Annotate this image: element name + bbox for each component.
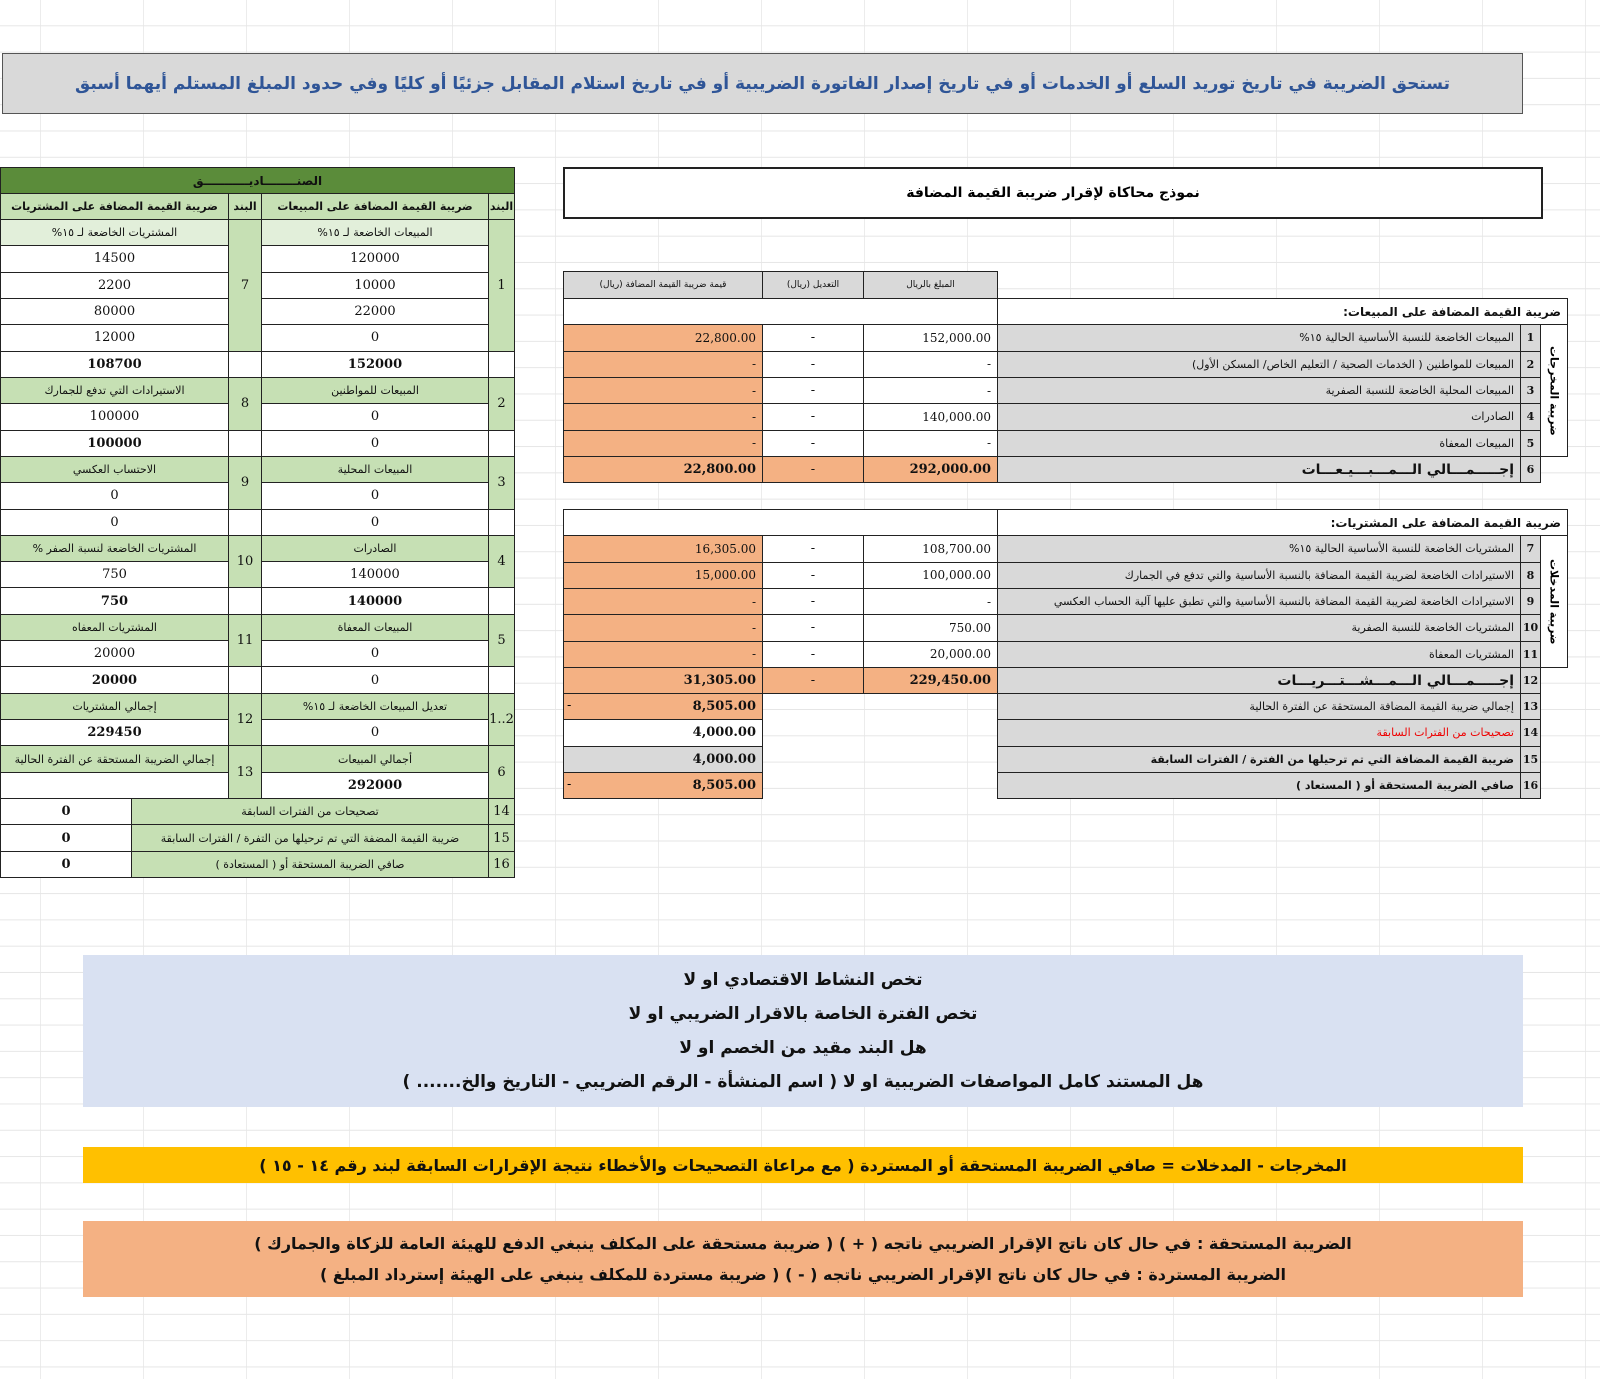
box-total[interactable]: 0 (261, 430, 489, 457)
box-total[interactable]: 0 (261, 666, 489, 693)
band-empty (488, 587, 515, 614)
line-label[interactable]: إجـــــمـــالي الـــمـــشـــتـــريـــات (997, 667, 1521, 694)
line-number[interactable]: 15 (1520, 746, 1541, 773)
line-number[interactable]: 3 (1520, 377, 1541, 404)
box-value[interactable]: 14500 (0, 245, 229, 272)
box-value[interactable]: 2200 (0, 272, 229, 299)
side-label: ضريبة المدخلات (1540, 535, 1568, 668)
side-label: ضريبة المخرجات (1540, 324, 1568, 457)
question-1: تخص النشاط الاقتصادي او لا (683, 970, 923, 990)
boxes-title[interactable]: الصنــــــــاديـــــــــــق (0, 167, 515, 194)
formula-box (83, 1147, 1523, 1183)
line-number[interactable]: 13 (1520, 693, 1541, 720)
box-value[interactable]: 22000 (261, 298, 489, 325)
section-spacer (563, 298, 998, 325)
line-label[interactable]: المبيعات للمواطنين ( الخدمات الصحية / التعليم الخاص/ المسكن الأول) (997, 351, 1521, 378)
box-value[interactable]: 12000 (0, 324, 229, 351)
question-2: تخص الفترة الخاصة بالاقرار الضريبي او لا (628, 1004, 978, 1024)
box-value[interactable] (0, 772, 229, 799)
box-value[interactable]: 0 (261, 640, 489, 667)
line-number[interactable]: 4 (1520, 403, 1541, 430)
sign-marker: - (567, 698, 572, 712)
line-number[interactable]: 2 (1520, 351, 1541, 378)
box-label[interactable]: إجمالي الضريبة المستحقة عن الفترة الحالية (0, 745, 229, 772)
amount-value[interactable]: 108,700.00 (863, 535, 998, 562)
box-label[interactable]: صافي الضريبة المستحقة أو ( المستعادة ) (131, 851, 489, 878)
adjustment-value[interactable]: - (762, 535, 864, 562)
vat-value[interactable]: - (563, 588, 763, 615)
band-empty (488, 351, 515, 378)
refund-tax-text: الضريبة المستردة : في حال كان ناتج الإقرار الضريبي ناتجه ( - ) ( ضريبة مستردة للمكلف ينبغي على الهيئة إسترداد المبلغ ) (320, 1265, 1286, 1284)
box-value[interactable]: 292000 (261, 772, 489, 799)
amount-value[interactable]: 750.00 (863, 614, 998, 641)
line-number[interactable]: 8 (1520, 562, 1541, 589)
box-value[interactable]: 80000 (0, 298, 229, 325)
band-number[interactable]: 1 (488, 219, 515, 352)
purchases-header[interactable]: ضريبة القيمة المضافة على المشتريات (0, 193, 229, 220)
box-value[interactable]: 0 (261, 324, 489, 351)
box-value[interactable]: 0 (261, 403, 489, 430)
band-number[interactable]: 2 (488, 377, 515, 431)
box-label[interactable]: الصادرات (261, 535, 489, 562)
vat-value[interactable]: 4,000.00 (563, 746, 763, 773)
line-label[interactable]: إجـــــمـــالي الـــمـــبـــيـعـــات (997, 456, 1521, 483)
band-number[interactable]: 10 (228, 535, 262, 589)
vat-value[interactable]: 31,305.00 (563, 667, 763, 694)
vat-value[interactable]: 22,800.00 (563, 456, 763, 483)
band-number[interactable]: 5 (488, 614, 515, 668)
form-title: نموذج محاكاة لإقرار ضريبة القيمة المضافة (563, 167, 1543, 219)
amount-value[interactable]: 20,000.00 (863, 641, 998, 668)
line-label[interactable]: صافي الضريبة المستحقة أو ( المستعاد ) (997, 772, 1521, 799)
box-label[interactable]: المبيعات المحلية (261, 456, 489, 483)
box-value[interactable]: 0 (0, 798, 132, 825)
box-value[interactable]: 0 (261, 719, 489, 746)
band-number[interactable]: 11 (228, 614, 262, 668)
vat-value[interactable]: - (563, 641, 763, 668)
adjustment-value[interactable]: - (762, 324, 864, 351)
band-empty (488, 666, 515, 693)
band-header[interactable]: البند (488, 193, 515, 220)
box-value[interactable]: 10000 (261, 272, 489, 299)
section-title[interactable]: ضريبة القيمة المضافة على المشتريات: (997, 509, 1568, 536)
box-label[interactable]: ضريبة القيمة المضفة التي تم ترحيلها من التفرة / الفترات السابقة (131, 824, 489, 851)
box-label[interactable]: تعديل المبيعات الخاضعة لـ ١٥% (261, 693, 489, 720)
box-value[interactable]: 0 (0, 824, 132, 851)
line-number[interactable]: 7 (1520, 535, 1541, 562)
box-total[interactable]: 0 (0, 509, 229, 536)
band-number[interactable]: 3 (488, 456, 515, 510)
band-header[interactable]: البند (228, 193, 262, 220)
line-label[interactable]: المبيعات المعفاة (997, 430, 1521, 457)
box-value[interactable]: 100000 (0, 403, 229, 430)
band-number[interactable]: 4 (488, 535, 515, 589)
band-empty (488, 509, 515, 536)
box-value[interactable]: 229450 (0, 719, 229, 746)
amount-value[interactable]: 140,000.00 (863, 403, 998, 430)
box-label[interactable]: إجمالي المشتريات (0, 693, 229, 720)
formula-text: المخرجات - المدخلات = صافي الضريبة المستحقة أو المستردة ( مع مراعاة التصحيحات والأخطاء نتيجة الإقرارات السابقة لبند رقم ١٤ - ١٥ ) (259, 1155, 1347, 1175)
adjustment-value[interactable]: - (762, 588, 864, 615)
adjustment-value[interactable]: - (762, 351, 864, 378)
box-total[interactable]: 0 (261, 509, 489, 536)
amount-value[interactable]: 292,000.00 (863, 456, 998, 483)
vat-value[interactable]: - (563, 351, 763, 378)
box-label[interactable]: الاستيرادات التي تدفع للجمارك (0, 377, 229, 404)
box-total[interactable]: 152000 (261, 351, 489, 378)
band-number[interactable]: 12 (228, 693, 262, 747)
sales-header[interactable]: ضريبة القيمة المضافة على المبيعات (261, 193, 489, 220)
box-label[interactable]: المبيعات الخاضعة لـ ١٥% (261, 219, 489, 246)
amount-value[interactable]: - (863, 430, 998, 457)
column-header-adjustment[interactable]: التعديل (ريال) (762, 271, 864, 299)
box-total[interactable]: 20000 (0, 666, 229, 693)
line-number[interactable]: 14 (1520, 719, 1541, 746)
vat-value[interactable]: - (563, 377, 763, 404)
box-value[interactable]: 0 (261, 482, 489, 509)
box-value[interactable]: 0 (0, 482, 229, 509)
question-4: هل المستند كامل المواصفات الضريبية او لا ( اسم المنشأة - الرقم الضريبي - التاريخ والخ....... ) (402, 1072, 1204, 1092)
vat-value[interactable]: - (563, 614, 763, 641)
line-number[interactable]: 6 (1520, 456, 1541, 483)
line-label[interactable]: المشتريات الخاضعة للنسبة الصفرية (997, 614, 1521, 641)
box-label[interactable]: المبيعات للمواطنين (261, 377, 489, 404)
amount-value[interactable]: 100,000.00 (863, 562, 998, 589)
vat-value[interactable]: - (563, 430, 763, 457)
adjustment-value[interactable]: - (762, 377, 864, 404)
line-number[interactable]: 9 (1520, 588, 1541, 615)
box-total[interactable]: 108700 (0, 351, 229, 378)
line-label[interactable]: المبيعات المحلية الخاضعة للنسبة الصفرية (997, 377, 1521, 404)
box-label[interactable]: المشتريات المعفاه (0, 614, 229, 641)
adjustment-value[interactable]: - (762, 456, 864, 483)
adjustment-value[interactable]: - (762, 562, 864, 589)
box-label[interactable]: المبيعات المعفاة (261, 614, 489, 641)
band-empty (228, 666, 262, 693)
line-label[interactable]: تصحيحات من الفترات السابقة (997, 719, 1521, 746)
questions-box (83, 955, 1523, 1107)
box-total[interactable]: 100000 (0, 430, 229, 457)
line-label[interactable]: الصادرات (997, 403, 1521, 430)
amount-value[interactable]: 229,450.00 (863, 667, 998, 694)
vat-value[interactable]: 4,000.00 (563, 719, 763, 746)
vat-value[interactable]: 16,305.00 (563, 535, 763, 562)
line-label[interactable]: الاستيرادات الخاضعة لضريبة القيمة المضافة بالنسبة الأساسية والتي تدفع في الجمارك (997, 562, 1521, 589)
band-number[interactable]: 13 (228, 745, 262, 799)
box-total[interactable]: 140000 (261, 587, 489, 614)
amount-value[interactable]: - (863, 351, 998, 378)
adjustment-value[interactable]: - (762, 403, 864, 430)
line-label[interactable]: المبيعات الخاضعة للنسبة الأساسية الحالية ١٥% (997, 324, 1521, 351)
result-box (83, 1221, 1523, 1297)
amount-value[interactable]: - (863, 588, 998, 615)
column-header-vat[interactable]: قيمة ضريبة القيمة المضافة (ريال) (563, 271, 763, 299)
box-value[interactable]: 120000 (261, 245, 489, 272)
due-tax-text: الضريبة المستحقة : في حال كان ناتج الإقرار الضريبي ناتجه ( + ) ( ضريبة مستحقة على المكلف ينبغي الدفع للهيئة العامة للزكاة والجمارك ) (254, 1234, 1352, 1253)
line-number[interactable]: 1 (1520, 324, 1541, 351)
band-number[interactable]: 6 (488, 745, 515, 799)
box-label[interactable]: أجمالي المبيعات (261, 745, 489, 772)
line-number[interactable]: 11 (1520, 641, 1541, 668)
vat-value[interactable]: 15,000.00 (563, 562, 763, 589)
question-3: هل البند مقيد من الخصم او لا (679, 1038, 927, 1058)
line-label[interactable]: ضريبة القيمة المضافة التي تم ترحيلها من الفترة / الفترات السابقة (997, 746, 1521, 773)
box-label[interactable]: المشتريات الخاضعة لـ ١٥% (0, 219, 229, 246)
band-empty (228, 509, 262, 536)
line-label[interactable]: المشتريات المعفاة (997, 641, 1521, 668)
band-empty (228, 587, 262, 614)
box-total[interactable]: 750 (0, 587, 229, 614)
sign-marker: - (567, 776, 572, 791)
band-empty (228, 430, 262, 457)
adjustment-value[interactable]: - (762, 614, 864, 641)
box-value[interactable]: 20000 (0, 640, 229, 667)
band-number[interactable]: 7 (228, 219, 262, 352)
box-value[interactable]: 140000 (261, 561, 489, 588)
box-value[interactable]: 750 (0, 561, 229, 588)
band-number[interactable]: 8 (228, 377, 262, 431)
line-label[interactable]: الاستيرادات الخاضعة لضريبة القيمة المضافة بالنسبة الأساسية والتي تطبق عليها آلية الحساب العكسي (997, 588, 1521, 615)
band-number[interactable]: 14 (488, 798, 515, 825)
amount-value[interactable]: 152,000.00 (863, 324, 998, 351)
adjustment-value[interactable]: - (762, 667, 864, 694)
line-label[interactable]: إجمالي ضريبة القيمة المضافة المستحقة عن الفترة الحالية (997, 693, 1521, 720)
vat-value[interactable]: - (563, 403, 763, 430)
box-label[interactable]: تصحيحات من الفترات السابقة (131, 798, 489, 825)
line-number[interactable]: 12 (1520, 667, 1541, 694)
box-value[interactable]: 0 (0, 851, 132, 878)
vat-value[interactable]: 8,505.00 (563, 693, 763, 720)
amount-value[interactable]: - (863, 377, 998, 404)
band-empty (228, 351, 262, 378)
box-label[interactable]: الاحتساب العكسي (0, 456, 229, 483)
line-label[interactable]: المشتريات الخاضعة للنسبة الأساسية الحالية ١٥% (997, 535, 1521, 562)
line-number[interactable]: 10 (1520, 614, 1541, 641)
band-empty (488, 430, 515, 457)
adjustment-value[interactable]: - (762, 430, 864, 457)
band-number[interactable]: 15 (488, 824, 515, 851)
band-number[interactable]: 9 (228, 456, 262, 510)
band-number[interactable]: 16 (488, 851, 515, 878)
section-spacer (563, 509, 998, 536)
line-number[interactable]: 16 (1520, 772, 1541, 799)
column-header-amount[interactable]: المبلغ بالريال (863, 271, 998, 299)
vat-value[interactable]: 22,800.00 (563, 324, 763, 351)
band-number[interactable]: 1..2 (488, 693, 515, 747)
section-title[interactable]: ضريبة القيمة المضافة على المبيعات: (997, 298, 1568, 325)
info-banner: تستحق الضريبة في تاريخ توريد السلع أو الخدمات أو في تاريخ إصدار الفاتورة الضريبية أو في تاريخ استلام المقابل جزئيًا أو كليًا وفي حدود المبلغ المستلم أيهما أسبق (2, 53, 1523, 114)
line-number[interactable]: 5 (1520, 430, 1541, 457)
vat-value[interactable]: 8,505.00 (563, 772, 763, 799)
adjustment-value[interactable]: - (762, 641, 864, 668)
box-label[interactable]: المشتريات الخاضعة لنسبة الصفر % (0, 535, 229, 562)
